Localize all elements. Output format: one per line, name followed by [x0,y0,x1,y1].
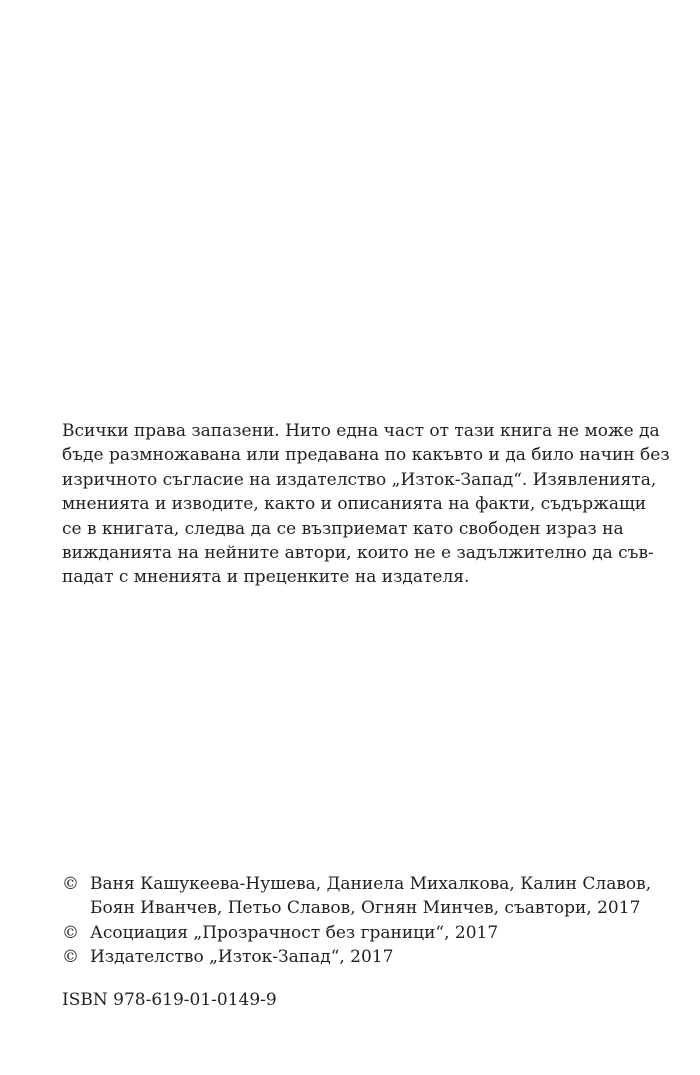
copyright-text [90,945,642,969]
copyright-line: Боян Иванчев, Петьо Славов, Огнян Минчев, съавтори, 2017 [90,898,641,919]
rights-notice-line: падат с мненията и преценките на издателя. [62,567,470,588]
copyright-line: Асоциация „Прозрачност без граници“, 2017 [90,922,499,943]
rights-notice-line: мненията и изводите, както и описанията на факти, съдържащи [62,494,647,515]
copyright-entry-authors [62,872,652,921]
rights-notice-line: Всички права запазени. Нито една част от тази книга не може да [62,421,660,441]
copyright-text [90,872,651,921]
copyright-entry-association [62,921,642,945]
rights-notice-line: вижданията на нейните автори, които не е задължително да съв- [62,543,654,564]
rights-notice-line: бъде размножавана или предавана по какъвто и да било начин без [62,445,670,466]
copyright-text [90,921,642,945]
copyright-symbol: © [62,874,79,894]
copyright-line: Ваня Кашукеева-Нушева, Даниела Михалкова, Калин Славов, [90,874,652,894]
copyright-entry-publisher [62,945,642,969]
copyright-symbol: © [62,947,79,968]
copyright-list [62,872,652,970]
rights-notice-line: се в книгата, следва да се възприемат като свободен израз на [62,518,624,539]
copyright-line: Издателство „Изток-Запад“, 2017 [90,947,394,968]
rights-notice [62,419,670,590]
rights-notice-line: изричното съгласие на издателство „Изток-Запад“. Изявленията, [62,469,657,490]
isbn: ISBN 978-619-01-0149-9 [62,990,277,1010]
copyright-symbol: © [62,922,79,943]
